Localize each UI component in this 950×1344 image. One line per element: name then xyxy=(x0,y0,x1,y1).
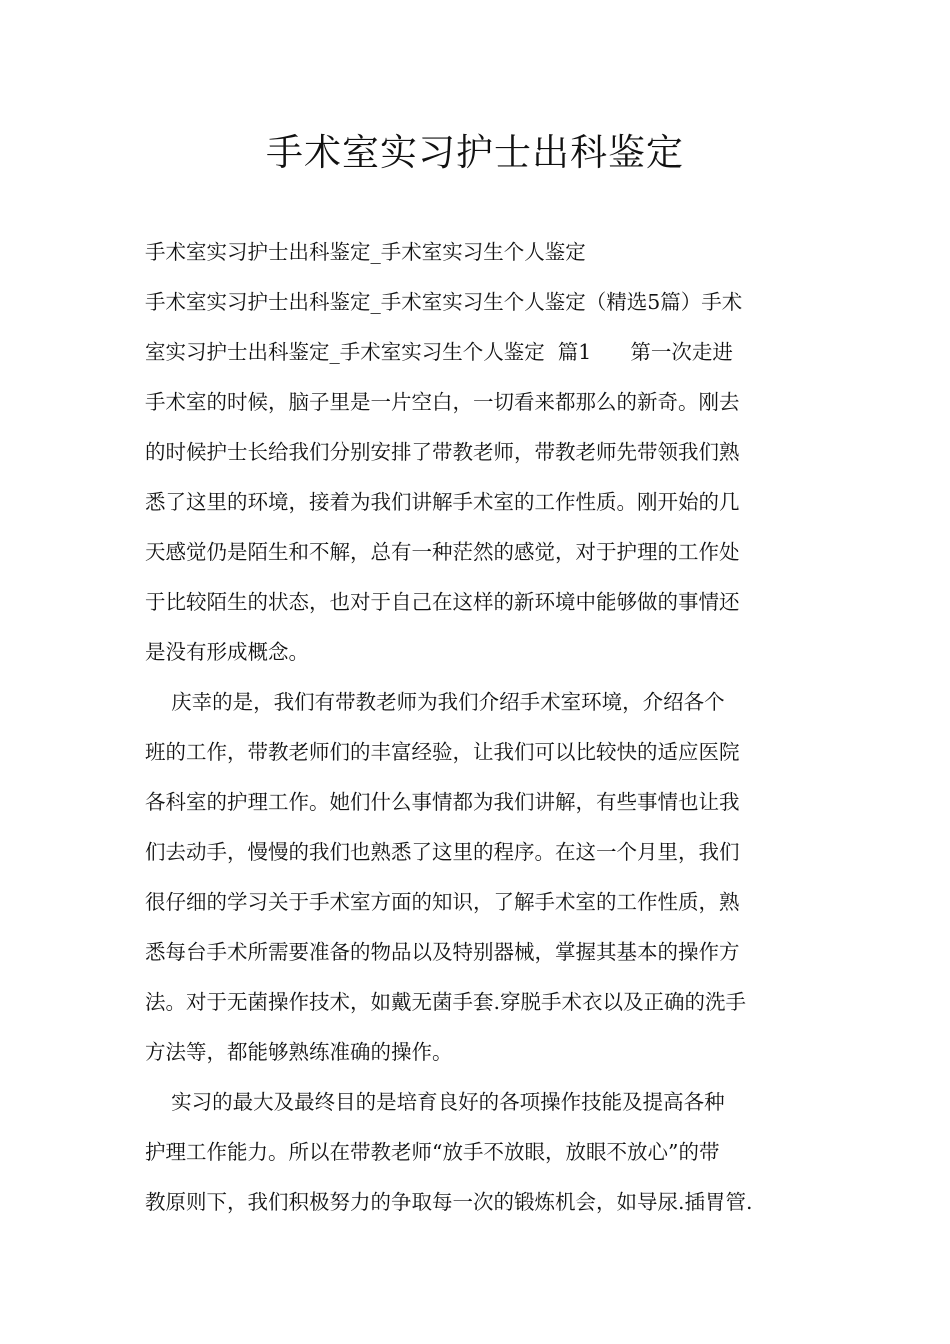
body-line: 手术室实习护士出科鉴定_手术室实习生个人鉴定 xyxy=(145,240,586,264)
body-line: 是没有形成概念。 xyxy=(145,640,309,664)
body-line: 天感觉仍是陌生和不解，总有一种茫然的感觉，对于护理的工作处 xyxy=(145,540,740,564)
body-line: 很仔细的学习关于手术室方面的知识，了解手术室的工作性质，熟 xyxy=(145,890,740,914)
body-line: 悉了这里的环境，接着为我们讲解手术室的工作性质。刚开始的几 xyxy=(145,490,740,514)
body-line: 悉每台手术所需要准备的物品以及特别器械，掌握其基本的操作方 xyxy=(145,940,740,964)
body-line: 方法等，都能够熟练准确的操作。 xyxy=(145,1040,453,1064)
body-line: 庆幸的是，我们有带教老师为我们介绍手术室环境，介绍各个 xyxy=(145,690,725,714)
body-line: 教原则下，我们积极努力的争取每一次的锻炼机会，如导尿.插胃管. xyxy=(145,1190,753,1214)
body-line: 室实习护士出科鉴定_手术室实习生个人鉴定 篇1 第一次走进 xyxy=(145,340,733,364)
body-line: 手术室的时候，脑子里是一片空白，一切看来都那么的新奇。刚去 xyxy=(145,390,740,414)
document-body xyxy=(145,227,817,1227)
body-line: 实习的最大及最终目的是培育良好的各项操作技能及提高各种 xyxy=(145,1090,725,1114)
document-title: 手术室实习护士出科鉴定 xyxy=(266,131,684,174)
body-line: 各科室的护理工作。她们什么事情都为我们讲解，有些事情也让我 xyxy=(145,790,740,814)
body-line: 护理工作能力。所以在带教老师“放手不放眼，放眼不放心”的带 xyxy=(145,1140,720,1164)
body-line: 法。对于无菌操作技术，如戴无菌手套.穿脱手术衣以及正确的洗手 xyxy=(145,990,747,1014)
body-line: 们去动手，慢慢的我们也熟悉了这里的程序。在这一个月里，我们 xyxy=(145,840,740,864)
body-line: 于比较陌生的状态，也对于自己在这样的新环境中能够做的事情还 xyxy=(145,590,740,614)
body-line: 手术室实习护士出科鉴定_手术室实习生个人鉴定（精选5篇）手术 xyxy=(145,290,743,314)
body-line: 班的工作，带教老师们的丰富经验，让我们可以比较快的适应医院 xyxy=(145,740,740,764)
body-line: 的时候护士长给我们分别安排了带教老师，带教老师先带领我们熟 xyxy=(145,440,740,464)
